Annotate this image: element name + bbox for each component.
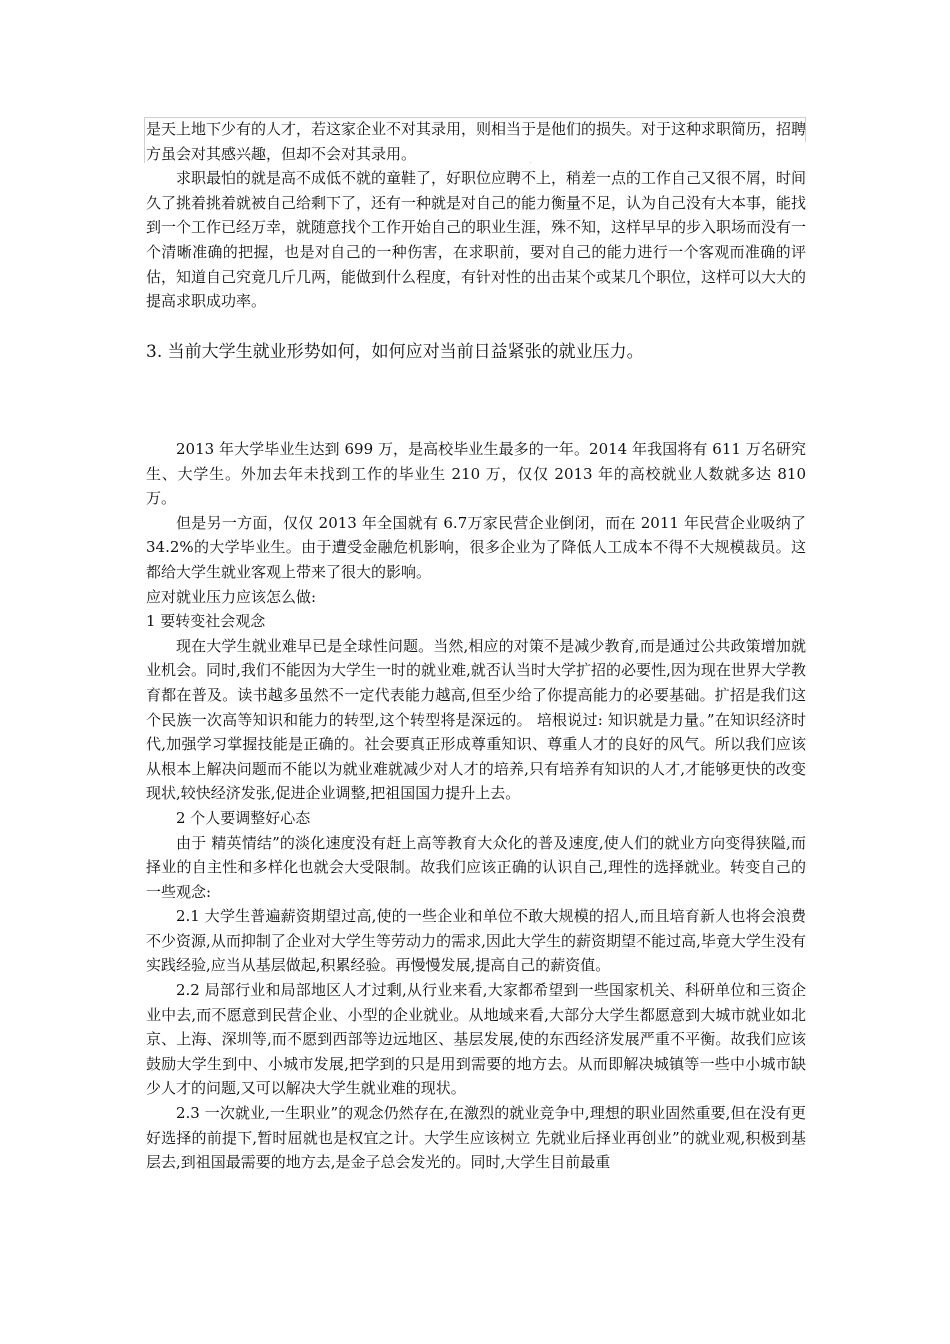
paragraph: 2013 年大学毕业生达到 699 万，是高校毕业生最多的一年。2014 年我国将有 611 万名研究生、大学生。外加去年未找到工作的毕业生 210 万，仅仅 2013 年的高校就业人数就多达 810 万。 xyxy=(146,440,806,508)
paragraph: 但是另一方面，仅仅 2013 年全国就有 6.7万家民营企业倒闭，而在 2011 年民营企业吸纳了 34.2%的大学毕业生。由于遭受金融危机影响，很多企业为了降低人工成本不得不大规模裁员。这都给大学生就业客观上带来了很大的影响。 xyxy=(146,513,806,581)
subheading: 1 要转变社会观念 xyxy=(146,612,266,631)
paragraph: 是天上地下少有的人才，若这家企业不对其录用，则相当于是他们的损失。对于这种求职简历，招聘方虽会对其感兴趣，但却不会对其录用。 xyxy=(146,120,807,163)
intro-text-block xyxy=(146,117,806,314)
paragraph: 2.3 一次就业,一生职业”的观念仍然存在,在激烈的就业竞争中,理想的职业固然重要,但在没有更好选择的前提下,暂时屈就也是权宜之计。大学生应该树立 先就业后择业再创业”的就业观,积极到基层去,到祖国最需要的地方去,是金子总会发光的。同时,大学生目前最重 xyxy=(146,1104,806,1172)
paragraph: 2.2 局部行业和局部地区人才过剩,从行业来看,大家都希望到一些国家机关、科研单位和三资企业中去,而不愿意到民营企业、小型的企业就业。从地域来看,大部分大学生都愿意到大城市就业如北京、上海、深圳等,而不愿到西部等边远地区、基层发展,使的东西经济发展严重不平衡。故我们应该鼓励大学生到中、小城市发展,把学到的只是用到需要的地方去。从而即解决城镇等一些中小城市缺少人才的问题,又可以解决大学生就业难的现状。 xyxy=(146,981,806,1098)
section-heading: 3. 当前大学生就业形势如何，如何应对当前日益紧张的就业压力。 xyxy=(146,342,644,362)
paragraph: 求职最怕的就是高不成低不就的童鞋了，好职位应聘不上，稍差一点的工作自己又很不屑，时间久了挑着挑着就被自己给剩下了，还有一种就是对自己的能力衡量不足，认为自己没有大本事，能找到一个工作已经万幸，就随意找个工作开始自己的职业生涯，殊不知，这样早早的步入职场而没有一个清晰准确的把握，也是对自己的一种伤害，在求职前，要对自己的能力进行一个客观而准确的评估，知道自己究竟几斤几两，能做到什么程度，有针对性的出击某个或某几个职位，这样可以大大的提高求职成功率。 xyxy=(146,169,807,311)
subheading: 2 个人要调整好心态 xyxy=(176,808,311,827)
paragraph: 现在大学生就业难早已是全球性问题。当然,相应的对策不是减少教育,而是通过公共政策增加就业机会。同时,我们不能因为大学生一时的就业难,就否认当时大学扩招的必要性,因为现在世界大学教育都在普及。读书越多虽然不一定代表能力越高,但至少给了你提高能力的必要基础。扩招是我们这个民族一次高等知识和能力的转型,这个转型将是深远的。 培根说过: 知识就是力量。”在知识经济时代,加强学习掌握技能是正确的。社会要真正形成尊重知识、尊重人才的良好的风气。所以我们应该从根本上解决问题而不能以为就业难就减少对人才的培养,只有培养有知识的人才,才能够更快的改变现状,较快经济发张,促进企业调整,把祖国国力提升上去。 xyxy=(146,636,806,803)
paragraph: 2.1 大学生普遍薪资期望过高,使的一些企业和单位不敢大规模的招人,而且培育新人也将会浪费不少资源,从而抑制了企业对大学生等劳动力的需求,因此大学生的薪资期望不能过高,毕竟大学生没有实践经验,应当从基层做起,积累经验。再慢慢发展,提高自己的薪资值。 xyxy=(146,907,806,975)
paragraph: 由于 精英情结”的淡化速度没有赶上高等教育大众化的普及速度,使人们的就业方向变得狭隘,而择业的自主性和多样化也就会大受限制。故我们应该正确的认识自己,理性的选择就业。转变自己的一些观念: xyxy=(146,833,806,901)
body-text-block xyxy=(146,437,806,1175)
text-frame-left xyxy=(144,117,145,163)
paragraph: 应对就业压力应该怎么做: xyxy=(146,587,317,606)
